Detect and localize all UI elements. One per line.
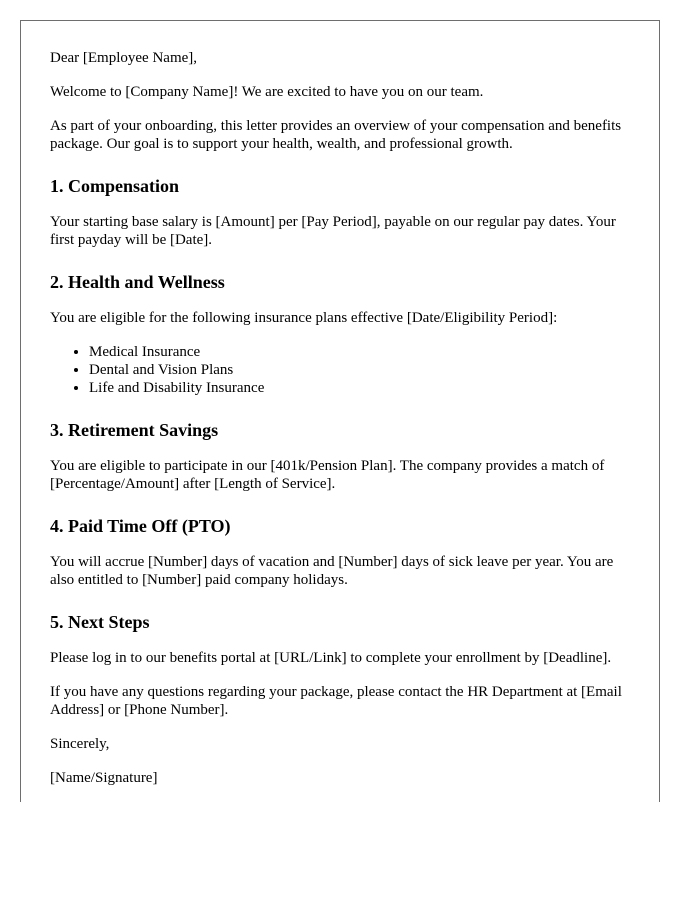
section-heading-health: 2. Health and Wellness bbox=[50, 272, 225, 292]
next-steps-paragraph: Please log in to our benefits portal at [URL/Link] to complete your enrollment by [Deadline]. bbox=[50, 650, 612, 666]
section-heading-next-steps: 5. Next Steps bbox=[50, 612, 150, 632]
closing: Sincerely, bbox=[50, 736, 110, 752]
list-item: • Life and Disability Insurance bbox=[89, 379, 640, 397]
letter-page bbox=[20, 20, 660, 802]
list-item: • Dental and Vision Plans bbox=[89, 361, 640, 379]
health-paragraph: You are eligible for the following insurance plans effective [Date/Eligibility Period]: bbox=[50, 310, 558, 326]
signature: [Name/Signature] bbox=[50, 770, 158, 786]
list-item: • Medical Insurance bbox=[89, 343, 640, 361]
section-heading-pto: 4. Paid Time Off (PTO) bbox=[50, 516, 231, 536]
section-heading-retirement: 3. Retirement Savings bbox=[50, 420, 219, 440]
retirement-paragraph: You are eligible to participate in our [401k/Pension Plan]. The company provides a match of [Percentage/Amount] after [Length of Service]. bbox=[50, 458, 605, 492]
section-heading-compensation: 1. Compensation bbox=[50, 176, 180, 196]
welcome-paragraph: Welcome to [Company Name]! We are excited to have you on our team. bbox=[50, 84, 484, 100]
insurance-list bbox=[50, 343, 640, 397]
intro-paragraph: As part of your onboarding, this letter provides an overview of your compensation and benefits package. Our goal is to support your health, wealth, and professional growth. bbox=[50, 118, 622, 152]
salutation: Dear [Employee Name], bbox=[50, 50, 198, 66]
letter-content bbox=[50, 49, 640, 787]
compensation-paragraph: Your starting base salary is [Amount] per [Pay Period], payable on our regular pay dates. Your first payday will be [Date]. bbox=[50, 214, 616, 248]
pto-paragraph: You will accrue [Number] days of vacation and [Number] days of sick leave per year. You are also entitled to [Number] paid company holidays. bbox=[50, 554, 614, 588]
contact-paragraph: If you have any questions regarding your package, please contact the HR Department at [Email Address] or [Phone Number]. bbox=[50, 684, 622, 718]
